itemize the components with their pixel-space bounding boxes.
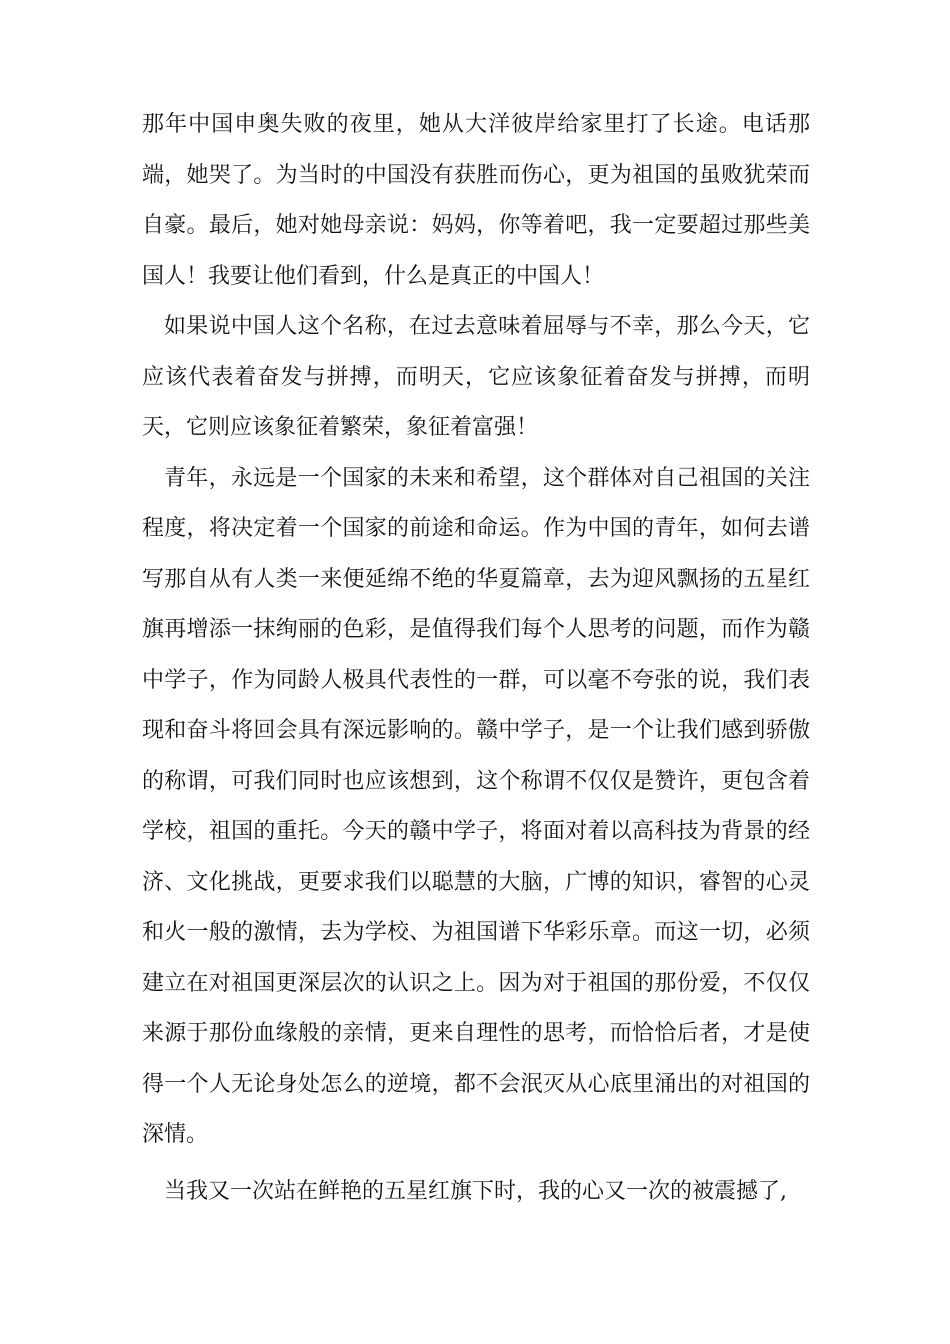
paragraph-4: 当我又一次站在鲜艳的五星红旗下时，我的心又一次的被震撼了, bbox=[164, 1178, 787, 1204]
paragraph-2: 如果说中国人这个名称，在过去意味着屈辱与不幸，那么今天，它应该代表着奋发与拼搏，而明天，它应该象征着奋发与拼搏，而明天，它则应该象征着繁荣，象征着富强！ bbox=[142, 314, 810, 440]
paragraph-1: 那年中国申奥失败的夜里，她从大洋彼岸给家里打了长途。电话那端，她哭了。为当时的中国没有获胜而伤心，更为祖国的虽败犹荣而自豪。最后，她对她母亲说：妈妈，你等着吧，我一定要超过那些美国人！我要让他们看到，什么是真正的中国人！ bbox=[142, 112, 810, 289]
document-body bbox=[142, 100, 810, 1217]
paragraph-3: 青年，永远是一个国家的未来和希望，这个群体对自己祖国的关注程度，将决定着一个国家的前途和命运。作为中国的青年，如何去谱写那自从有人类一来便延绵不绝的华夏篇章，去为迎风飘扬的五星红旗再增添一抹绚丽的色彩，是值得我们每个人思考的问题，而作为赣中学子，作为同龄人极具代表性的一群，可以毫不夸张的说，我们表现和奋斗将回会具有深远影响的。赣中学子，是一个让我们感到骄傲的称谓，可我们同时也应该想到，这个称谓不仅仅是赞许，更包含着学校，祖国的重托。今天的赣中学子，将面对着以高科技为背景的经济、文化挑战，更要求我们以聪慧的大脑，广博的知识，睿智的心灵和火一般的激情，去为学校、为祖国谱下华彩乐章。而这一切，必须建立在对祖国更深层次的认识之上。因为对于祖国的那份爱，不仅仅来源于那份血缘般的亲情，更来自理性的思考，而恰恰后者，才是使得一个人无论身处怎么的逆境，都不会泯灭从心底里涌出的对祖国的深情。 bbox=[142, 465, 810, 1147]
